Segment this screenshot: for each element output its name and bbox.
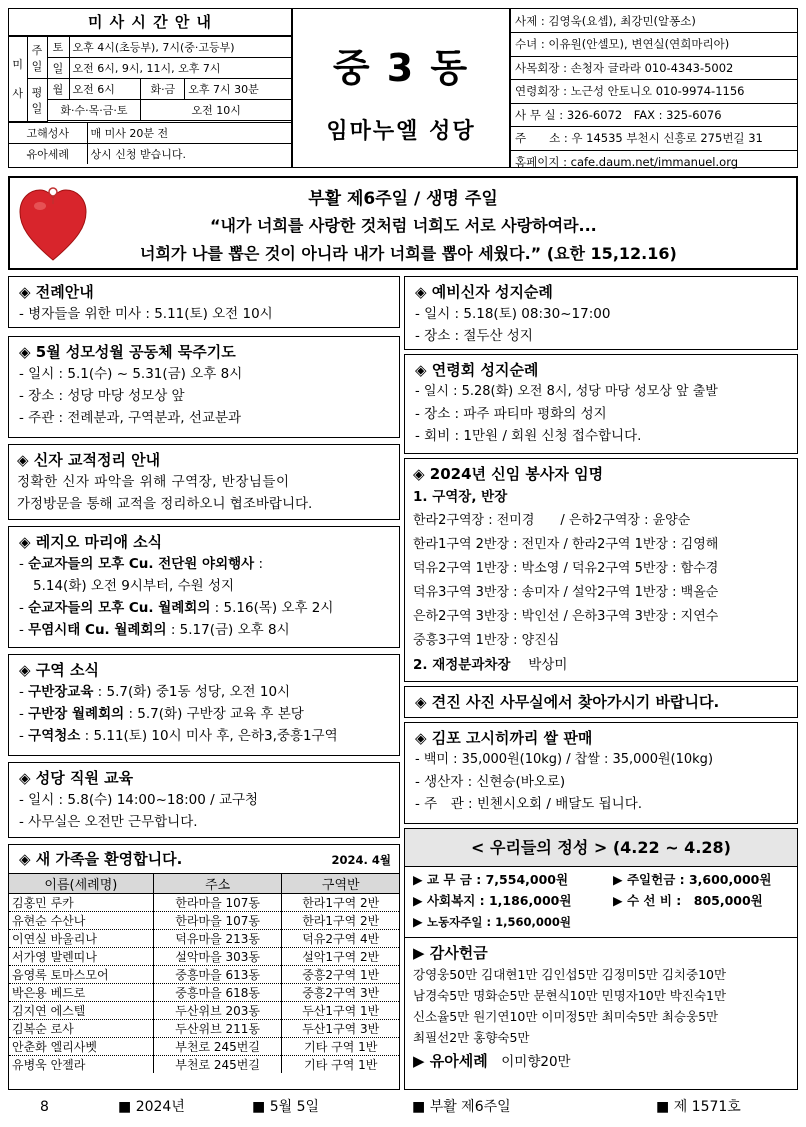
diamond-bullet-icon: ◈: [415, 729, 432, 747]
volunteer-line: 한라1구역 2반장 : 전민자 / 한라2구역 1반장 : 김영해: [413, 537, 719, 552]
member-district: 한라1구역 2반: [282, 894, 399, 912]
member-address: 한라마을 107동: [153, 894, 282, 912]
thanks-line: 남경숙5만 명화순5만 문현식10만 민명자10만 박진숙1만: [413, 988, 727, 1003]
rice-sale-section: [404, 722, 798, 824]
volunteers-section: [404, 458, 798, 682]
footer: 8 ■ 2024년 ■ 5월 5일 ■ 부활 제6주일 ■ 제 1571호: [0, 1094, 806, 1120]
section-title: 김포 고시히까리 쌀 판매: [431, 729, 593, 747]
diamond-bullet-icon: ◈: [19, 769, 36, 787]
parish-church-name: 임마누엘 성당: [326, 119, 476, 144]
parish-info-box: [510, 8, 798, 168]
member-address: 한라마을 107동: [153, 912, 282, 930]
diamond-bullet-icon: ◈: [415, 361, 432, 379]
member-name: 김홍민 루카: [9, 894, 153, 912]
member-district: 두산1구역 3반: [282, 1020, 399, 1038]
legio-section: ◈ 레지오 마리애 소식 - 순교자들의 모후 Cu. 전단원 야외행사 : 5.14(화) 오전 9시부터, 수원 성지 - 순교자들의 모후 Cu. 월례회의 : 5.16(목) 오후 2시 - 무염시태 Cu. 월례회의 : 5.17(금) 오후 8시: [8, 526, 400, 648]
parish-district: 중 3 동: [332, 46, 470, 90]
infant-baptism-name: 이미향20만: [501, 1054, 571, 1070]
staff-note: - 사무실은 오전만 근무합니다.: [19, 814, 198, 830]
diamond-bullet-icon: ◈: [19, 343, 36, 361]
tf-label: 화·금: [141, 79, 185, 100]
legio-event1-sep: :: [254, 556, 264, 572]
district-item3-detail: : 5.11(토) 10시 미사 후, 은하3,중흥1구역: [80, 728, 338, 744]
diamond-bullet-icon: ◈: [19, 661, 36, 679]
liturgy-line: - 병자들을 위한 미사 : 5.11(토) 오전 10시: [19, 306, 273, 322]
infant-baptism-label: 유아세례: [9, 143, 87, 164]
rice-host: - 주 관 : 빈첸시오회 / 배달도 됩니다.: [415, 796, 643, 812]
district-item1-name: 구반장교육: [28, 684, 94, 700]
sun-time: 오전 6시, 9시, 11시, 오후 7시: [69, 58, 291, 79]
legio-event1-name: 순교자들의 모후 Cu. 전단원 야외행사: [28, 556, 255, 572]
member-district: 설악1구역 2반: [282, 948, 399, 966]
footer-date: 5월 5일: [269, 1099, 320, 1115]
column-header: 이름(세례명): [9, 874, 153, 894]
legio-event3-detail: : 5.17(금) 오후 8시: [166, 622, 290, 638]
twtf-label: 화·수·목·금·토: [47, 100, 141, 121]
family-date: 2024. 4월: [331, 853, 391, 867]
member-address: 두산위브 211동: [153, 1020, 282, 1038]
info-council: 사목회장 : 손청자 글라라 010-4343-5002: [511, 56, 797, 80]
liturgy-section: [8, 276, 400, 328]
table-row: [9, 912, 399, 930]
pilgrimage1-place: - 장소 : 절두산 성지: [415, 328, 533, 344]
thanks-offering-title: 감사헌금: [429, 944, 488, 962]
rosary-date: - 일시 : 5.1(수) ~ 5.31(금) 오후 8시: [19, 366, 243, 382]
thanks-line: 최필선2만 홍향숙5만: [413, 1030, 530, 1045]
diamond-bullet-icon: ◈: [19, 850, 36, 868]
volunteers-subtitle2: 2. 재정분과차장: [413, 657, 511, 673]
thanks-line: 강영웅50만 김대현1만 김인섭5만 김정미5만 김치중10만: [413, 967, 727, 982]
district-section: ◈ 구역 소식 - 구반장교육 : 5.7(화) 중1동 성당, 오전 10시 - 구반장 월례회의 : 5.7(화) 구반장 교육 후 본당 - 구역청소 : 5.11(토) 10시 미사 후, 은하3,중흥1구역: [8, 654, 400, 756]
table-row: [9, 1002, 399, 1020]
tf-time: 오후 7시 30분: [185, 79, 291, 100]
sat-time: 오후 4시(초등부), 7시(중·고등부): [69, 37, 291, 58]
banner-quote-line2: 너희가 나를 뽑은 것이 아니라 내가 너희를 뽑아 세웠다.” (요한 15,12.16): [140, 244, 677, 263]
census-line1: 정확한 신자 파악을 위해 구역장, 반장님들이: [17, 474, 290, 490]
sat-label: 토: [47, 37, 69, 58]
parish-name-box: [292, 8, 510, 168]
thanks-line: 신소율5만 원기연10만 이미정5만 최미숙5만 최승웅5만: [413, 1009, 719, 1024]
twtf-time: 오전 10시: [141, 100, 291, 121]
offering-repair: 수 선 비 : 805,000원: [626, 893, 763, 908]
member-name: 유병욱 안젤라: [9, 1056, 153, 1074]
member-address: 두산위브 203동: [153, 1002, 282, 1020]
member-address: 중흥마을 618동: [153, 984, 282, 1002]
volunteer-line: 은하2구역 3반장 : 박인선 / 은하3구역 3반장 : 지연수: [413, 609, 719, 624]
section-title: 5월 성모성월 공동체 묵주기도: [35, 343, 236, 361]
table-row: [9, 1020, 399, 1038]
table-row: [9, 930, 399, 948]
offering-sunday: 주일헌금 : 3,600,000원: [626, 872, 772, 887]
member-name: 김지연 에스텔: [9, 1002, 153, 1020]
member-district: 기타 구역 1반: [282, 1038, 399, 1056]
legio-event2-detail: : 5.16(목) 오후 2시: [210, 600, 334, 616]
sun-label: 일: [47, 58, 69, 79]
member-name: 음영록 토마스모어: [9, 966, 153, 984]
section-title: 견진 사진 사무실에서 찾아가시기 바랍니다.: [431, 693, 720, 711]
section-title: 레지오 마리애 소식: [35, 533, 163, 551]
sunday-banner: [8, 176, 798, 270]
rosary-section: [8, 336, 400, 438]
district-item2-name: 구반장 월례회의: [28, 706, 125, 722]
page-number: 8: [40, 1099, 49, 1115]
diamond-bullet-icon: ◈: [19, 533, 36, 551]
section-title: 성당 직원 교육: [35, 769, 134, 787]
volunteer-line: 덕유2구역 1반장 : 박소영 / 덕유2구역 5반장 : 함수경: [413, 561, 719, 576]
table-row: [9, 1056, 399, 1074]
diamond-bullet-icon: ◈: [413, 465, 430, 483]
district-item3-name: 구역청소: [28, 728, 81, 744]
member-district: 덕유2구역 4반: [282, 930, 399, 948]
legio-event2-name: 순교자들의 모후 Cu. 월례회의: [28, 600, 211, 616]
section-title: 예비신자 성지순례: [431, 283, 553, 301]
pilgrimage2-place: - 장소 : 파주 파티마 평화의 성지: [415, 406, 607, 422]
diamond-bullet-icon: ◈: [17, 451, 34, 469]
confession-label: 고해성사: [9, 122, 87, 143]
offering-section: < 우리들의 정성 > (4.22 ~ 4.28) ▶ 교 무 금 : 7,554,000원 ▶ 주일헌금 : 3,600,000원 ▶ 사회복지 : 1,186,000원 ▶ 수 선 비 : 805,000원 ▶ 노동자주일 : 1,560,000원 ▶ 감사헌금 강영웅50만 김대현1만 김인섭5만 김정미5만 김치중10만 남경숙5만 명화순5만 문현식10만 민명자10만 박진숙1만 신소율5만 원기연10만 이미정5만 최미숙5만 최승웅5만 최필선2만 홍향숙5만 ▶ 유아세례 이미향20만: [404, 828, 798, 1090]
volunteer-line: 한라2구역장 : 전미경 / 은하2구역장 : 윤양순: [413, 513, 691, 528]
pilgrimage2-date: - 일시 : 5.28(화) 오전 8시, 성당 마당 성모상 앞 출발: [415, 384, 718, 399]
mon-label: 월: [47, 79, 69, 100]
footer-issue: 제 1571호: [673, 1099, 741, 1115]
member-district: 중흥2구역 1반: [282, 966, 399, 984]
section-title: 새 가족을 환영합니다.: [35, 850, 183, 868]
section-title: 신자 교적정리 안내: [33, 451, 161, 469]
rice-prices: - 백미 : 35,000원(10kg) / 찹쌀 : 35,000원(10kg): [415, 752, 714, 767]
member-district: 중흥2구역 3반: [282, 984, 399, 1002]
new-family-section: [8, 844, 400, 1090]
banner-title: 부활 제6주일 / 생명 주일: [308, 189, 498, 209]
rosary-place: - 장소 : 성당 마당 성모상 앞: [19, 388, 185, 404]
staff-date: - 일시 : 5.8(수) 14:00~18:00 / 교구청: [19, 792, 259, 808]
member-district: 두산1구역 1반: [282, 1002, 399, 1020]
finance-vice-name: 박상미: [528, 657, 568, 673]
table-row: [9, 966, 399, 984]
member-address: 설악마을 303동: [153, 948, 282, 966]
district-item2-detail: : 5.7(화) 구반장 교육 후 본당: [124, 706, 304, 722]
member-district: 한라1구역 2반: [282, 912, 399, 930]
rosary-host: - 주관 : 전례분과, 구역분과, 선교분과: [19, 410, 242, 426]
member-name: 유현순 수산나: [9, 912, 153, 930]
info-sister: 수녀 : 이유원(안셀모), 변연실(연희마리아): [511, 33, 797, 57]
offering-tithe: 교 무 금 : 7,554,000원: [426, 872, 569, 887]
column-header: 주소: [153, 874, 282, 894]
volunteer-line: 중흥3구역 1반장 : 양진심: [413, 633, 560, 648]
section-title: 구역 소식: [35, 661, 99, 679]
census-line2: 가정방문을 통해 교적을 정리하오니 협조바랍니다.: [17, 496, 313, 512]
legio-event1-detail: 5.14(화) 오전 9시부터, 수원 성지: [33, 578, 235, 594]
schedule-title: 미 사 시 간 안 내: [9, 9, 291, 36]
volunteer-line: 덕유3구역 3반장 : 송미자 / 설악2구역 1반장 : 백올순: [413, 585, 719, 600]
catechumen-pilgrimage-section: [404, 276, 798, 350]
info-priest: 사제 : 김영욱(요셉), 최강민(알퐁소): [511, 9, 797, 33]
section-title: 2024년 신임 봉사자 임명: [429, 465, 604, 483]
banner-quote-line1: “내가 너희를 사랑한 것처럼 너희도 서로 사랑하여라...: [210, 216, 597, 235]
member-name: 이연실 바울리나: [9, 930, 153, 948]
pilgrimage2-fee: - 회비 : 1만원 / 회원 신청 접수합니다.: [415, 428, 642, 444]
volunteers-subtitle1: 1. 구역장, 반장: [413, 489, 508, 505]
section-title: 연령회 성지순례: [431, 361, 539, 379]
table-row: [9, 948, 399, 966]
table-row: [9, 1038, 399, 1056]
offering-welfare: 사회복지 : 1,186,000원: [426, 893, 572, 908]
footer-year: 2024년: [135, 1099, 185, 1115]
infant-baptism-title: 유아세례: [429, 1052, 488, 1070]
info-funeral: 연령회장 : 노근성 안토니오 010-9974-1156: [511, 80, 797, 104]
member-name: 김복순 로사: [9, 1020, 153, 1038]
mass-schedule-box: [8, 8, 292, 168]
weekday-label: 평 일: [27, 79, 47, 122]
confession-value: 매 미사 20분 전: [87, 122, 291, 143]
weekend-label: 주 일: [27, 37, 47, 79]
section-title: 전례안내: [35, 283, 94, 301]
rice-producer: - 생산자 : 신현승(바오로): [415, 774, 566, 790]
table-row: [9, 894, 399, 912]
member-address: 덕유마을 213동: [153, 930, 282, 948]
offering-title: < 우리들의 정성 > (4.22 ~ 4.28): [405, 829, 797, 867]
offering-labor-sunday: 노동자주일 : 1,560,000원: [426, 915, 571, 929]
table-row: [9, 984, 399, 1002]
staff-section: [8, 762, 400, 838]
member-name: 안춘화 엘리사벳: [9, 1038, 153, 1056]
census-section: [8, 444, 400, 520]
mon-time: 오전 6시: [69, 79, 141, 100]
info-homepage[interactable]: 홈페이지 : cafe.daum.net/immanuel.org: [515, 155, 739, 169]
mass-label: 미 사: [9, 37, 27, 122]
info-office: 사 무 실 : 326-6072 FAX : 325-6076: [511, 103, 797, 127]
diamond-bullet-icon: ◈: [415, 693, 432, 711]
pilgrimage1-date: - 일시 : 5.18(토) 08:30~17:00: [415, 306, 611, 322]
member-address: 중흥마을 613동: [153, 966, 282, 984]
column-header: 구역반: [282, 874, 399, 894]
new-family-table: [9, 873, 399, 1073]
footer-season: 부활 제6주일: [429, 1099, 511, 1115]
district-item1-detail: : 5.7(화) 중1동 성당, 오전 10시: [93, 684, 291, 700]
photo-notice-section: [404, 686, 798, 718]
info-address: 주 소 : 우 14535 부천시 신흥로 275번길 31: [511, 127, 797, 151]
member-address: 부천로 245번길: [153, 1038, 282, 1056]
funeral-pilgrimage-section: [404, 354, 798, 454]
diamond-bullet-icon: ◈: [19, 283, 36, 301]
diamond-bullet-icon: ◈: [415, 283, 432, 301]
member-name: 서가영 발렌띠나: [9, 948, 153, 966]
infant-baptism-value: 상시 신청 받습니다.: [87, 143, 291, 164]
legio-event3-name: 무염시태 Cu. 월례회의: [28, 622, 167, 638]
member-address: 부천로 245번길: [153, 1056, 282, 1074]
member-name: 박은용 베드로: [9, 984, 153, 1002]
member-district: 기타 구역 1반: [282, 1056, 399, 1074]
